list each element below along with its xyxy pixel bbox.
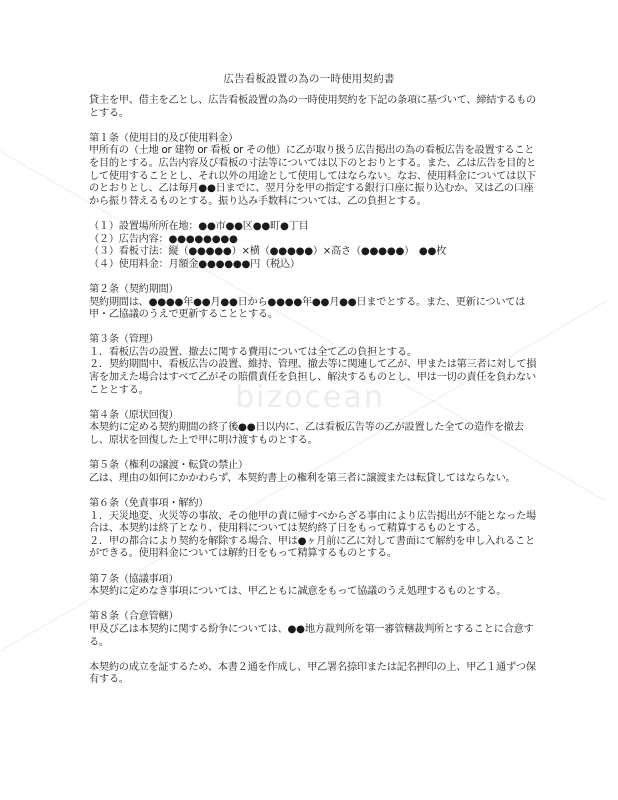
article-heading: 第５条（権利の譲渡・転貸の禁止） xyxy=(89,460,248,472)
article-4 xyxy=(89,410,537,448)
article-heading: 第２条（契約期間） xyxy=(89,283,179,295)
article-paragraph: 乙は、理由の如何にかかわらず、本契約書上の権利を第三者に譲渡または転貸してはならない。 xyxy=(89,472,516,484)
article-3 xyxy=(89,334,537,397)
closing-paragraph: 本契約の成立を証するため、本書２通を作成し、甲乙署名捺印または記名押印の上、甲乙１通ずつ保有する。 xyxy=(89,661,536,686)
article-paragraph: １．天災地変、火災等の事故、その他甲の責に帰すべからざる事由により広告掲出が不能となった場合は、本契約は終了となり、使用料については契約終了日をもって精算するものとする。 xyxy=(89,510,536,535)
article-heading: 第６条（免責事項・解約） xyxy=(89,498,209,509)
article-8 xyxy=(89,611,537,649)
article-item: （１）設置場所所在地：●●市●●区●●町●丁目 xyxy=(89,220,309,232)
article-heading: 第４条（原状回復） xyxy=(89,409,179,421)
article-2 xyxy=(89,284,537,322)
article-5 xyxy=(89,460,537,485)
article-heading: 第８条（合意管轄） xyxy=(89,611,179,623)
intro-paragraph: 貸主を甲、借主を乙とし、広告看板設置の為の一時使用契約を下記の条項に基づいて、締結するものとする。 xyxy=(89,95,536,119)
article-heading: 第７条（協議事項） xyxy=(89,573,179,585)
article-heading: 第１条（使用目的及び使用料金） xyxy=(89,132,239,144)
watermark-logo: bizocean xyxy=(235,380,385,415)
article-item: （３）看板寸法：縦（●●●●●）×横（●●●●●）×高さ（●●●●●） ●●枚 xyxy=(89,246,447,258)
article-paragraph: 契約期間は、●●●●年●●月●●日から●●●●年●●月●●日までとする。また、更新については甲・乙協議のうえで更新することとする。 xyxy=(89,296,526,321)
article-paragraph: 甲所有の（土地 or 建物 or 看板 or その他）に乙が取り扱う広告掲出の為の看板広告を設置することを目的とする。広告内容及び看板の寸法等については以下のとおりとする。また、乙は広告を目的として使用することとし、それ以外の用途として使用してはならない。なお、使用料金については以下のとおりとし、乙は毎月●●日までに、翌月分を甲の指定する銀行口座に振り込むか、又は乙の口座から振り替えるものとする。振り込み手数料については、乙の負担とする。 xyxy=(89,145,536,207)
article-paragraph: ２．契約期間中、看板広告の設置、維持、管理、撤去等に関連して乙が、甲または第三者に対して損害を加えた場合はすべて乙がその賠償責任を負担し、解決するものとし、甲は一切の責任を負わないこととする。 xyxy=(89,359,537,396)
article-7 xyxy=(89,574,537,599)
document-body xyxy=(89,95,537,687)
article-paragraph: 本契約に定めなき事項については、甲乙ともに誠意をもって協議のうえ処理するものとする。 xyxy=(89,586,507,598)
article-heading: 第３条（管理） xyxy=(89,334,159,346)
article-item: （２）広告内容：●●●●●●●● xyxy=(89,233,238,245)
article-paragraph: ２．甲の都合により契約を解除する場合、甲は●ヶ月前に乙に対して書面にて解約を申し入れることができる。使用料金については解約日をもって精算するものとする。 xyxy=(89,535,535,560)
article-6 xyxy=(89,498,537,561)
document-title: 広告看板設置の為の一時使用契約書 xyxy=(223,73,395,85)
article-paragraph: １．看板広告の設置、撤去に関する費用については全て乙の負担とする。 xyxy=(89,346,417,358)
article-1 xyxy=(89,133,537,272)
article-paragraph: 甲及び乙は本契約に関する紛争については、●●地方裁判所を第一審管轄裁判所とすることに合意する。 xyxy=(89,623,534,648)
article-paragraph: 本契約に定める契約期間の終了後●●日以内に、乙は看板広告等の乙が設置した全ての造作を撤去し、原状を回復した上で甲に明け渡すものとする。 xyxy=(89,422,524,447)
article-item: （４）使用料金：月額金●●●●●●円（税込） xyxy=(89,258,300,270)
